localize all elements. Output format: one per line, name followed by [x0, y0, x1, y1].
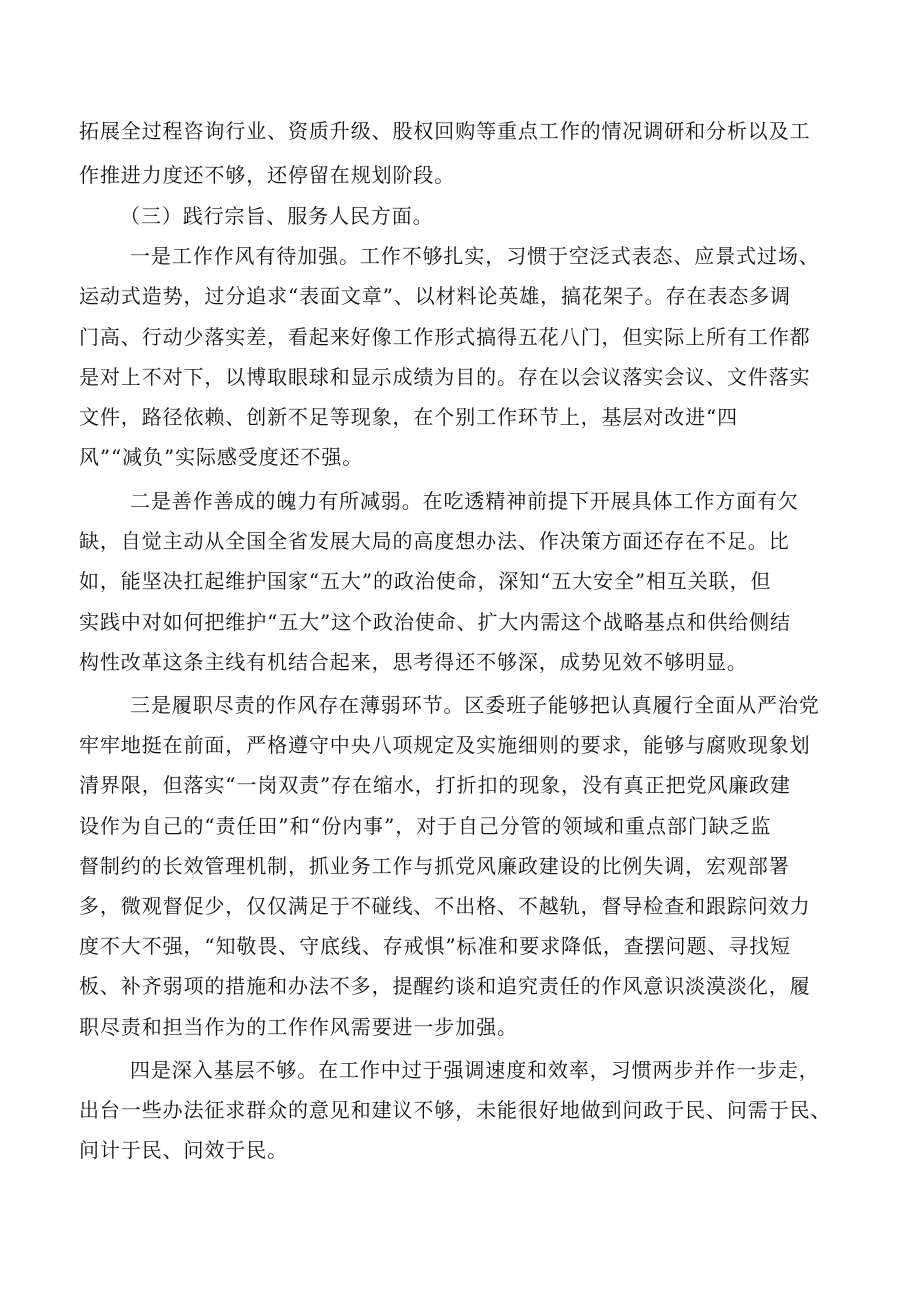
text-line: 度不大不强，“知敬畏、守底线、存戒惧”标准和要求降低，查摆问题、寻找短 — [79, 934, 791, 958]
section-heading: （三）践行宗旨、服务人民方面。 — [120, 204, 434, 228]
text-line: 拓展全过程咨询行业、资质升级、股权回购等重点工作的情况调研和分析以及工 — [79, 119, 811, 143]
text-line: 运动式造势，过分追求“表面文章”、以材料论英雄，搞花架子。存在表态多调 — [79, 284, 791, 308]
text-line: 问计于民、问效于民。 — [79, 1138, 288, 1162]
text-line: 风”“减负”实际感受度还不强。 — [79, 445, 364, 469]
text-line: 职尽责和担当作为的工作作风需要进一步加强。 — [79, 1015, 518, 1039]
text-line: 三是履职尽责的作风存在薄弱环节。区委班子能够把认真履行全面从严治党 — [130, 693, 820, 717]
text-line: 督制约的长效管理机制，抓业务工作与抓党风廉政建设的比例失调，宏观部署 — [79, 854, 790, 878]
text-line: 作推进力度还不够，还停留在规划阶段。 — [79, 163, 456, 187]
text-line: 是对上不对下，以博取眼球和显示成绩为目的。存在以会议落实会议、文件落实 — [79, 365, 811, 389]
text-line: 如，能坚决扛起维护国家“五大”的政治使命，深知“五大安全”相互关联，但 — [79, 569, 772, 593]
text-line: 多，微观督促少，仅仅满足于不碰线、不出格、不越轨，督导检查和跟踪问效力 — [79, 894, 811, 918]
text-line: 出台一些办法征求群众的意见和建议不够，未能很好地做到问政于民、问需于民、 — [79, 1098, 832, 1122]
text-line: 板、补齐弱项的措施和办法不多，提醒约谈和追究责任的作风意识淡漠淡化，履 — [79, 974, 811, 998]
text-line: 四是深入基层不够。在工作中过于强调速度和效率，习惯两步并作一步走， — [130, 1058, 820, 1082]
text-line: 一是工作作风有待加强。工作不够扎实，习惯于空泛式表态、应景式过场、 — [130, 244, 820, 268]
text-line: 实践中对如何把维护“五大”这个政治使命、扩大内需这个战略基点和供给侧结 — [79, 610, 791, 634]
text-line: 牢牢地挺在前面，严格遵守中央八项规定及实施细则的要求，能够与腐败现象划 — [79, 733, 811, 757]
text-line: 设作为自己的“责任田”和“份内事”，对于自己分管的领域和重点部门缺乏监 — [79, 814, 772, 838]
text-line: 二是善作善成的魄力有所减弱。在吃透精神前提下开展具体工作方面有欠 — [130, 489, 799, 513]
text-line: 文件，路径依赖、创新不足等现象，在个别工作环节上，基层对改进“四 — [79, 405, 739, 429]
text-line: 门高、行动少落实差，看起来好像工作形式搞得五花八门，但实际上所有工作都 — [79, 325, 811, 349]
text-line: 构性改革这条主线有机结合起来，思考得还不够深，成势见效不够明显。 — [79, 650, 748, 674]
text-line: 缺，自觉主动从全国全省发展大局的高度想办法、作决策方面还存在不足。比 — [79, 529, 790, 553]
text-line: 清界限，但落实“一岗双责”存在缩水，打折扣的现象，没有真正把党风廉政建 — [79, 773, 791, 797]
